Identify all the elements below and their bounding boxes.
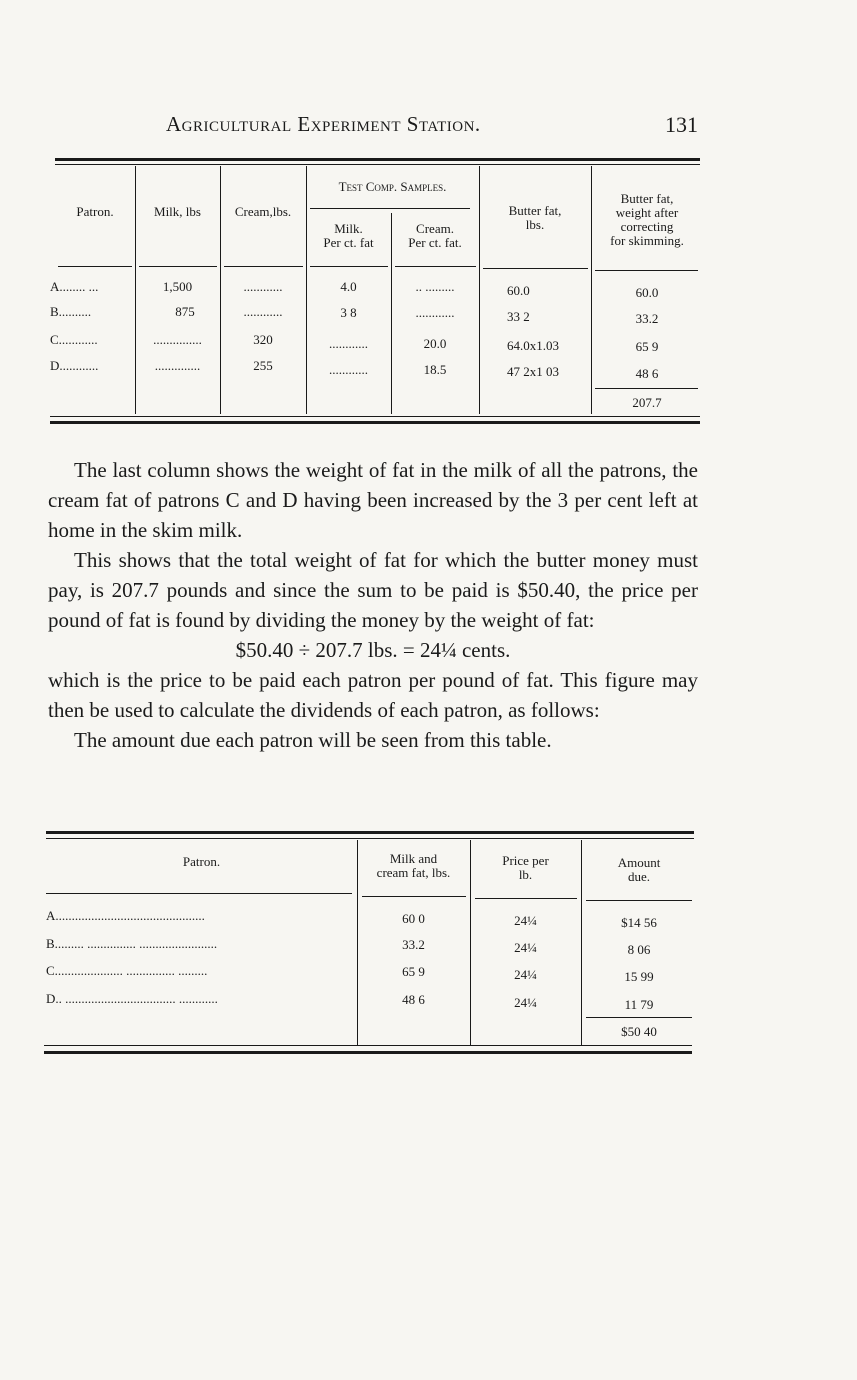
row-price: 24¼ bbox=[514, 940, 537, 955]
row-patron: A........ ... bbox=[50, 279, 99, 294]
table1-total: 207.7 bbox=[632, 395, 662, 410]
row-test-milk: 4.0 bbox=[340, 279, 357, 294]
row-test-cream: .. ......... bbox=[415, 279, 455, 294]
body-text bbox=[48, 455, 698, 755]
header-butter-fat bbox=[479, 204, 591, 232]
row-price: 24¼ bbox=[514, 913, 537, 928]
table1-header-rule bbox=[310, 266, 388, 267]
row-price: 24¼ bbox=[514, 967, 537, 982]
header-test-cream bbox=[391, 222, 479, 250]
row-milk: .............. bbox=[154, 358, 201, 373]
table2-header-rule bbox=[46, 893, 352, 894]
row-patron: C..................... ............... ......... bbox=[46, 964, 208, 978]
row-milk: ............... bbox=[153, 332, 202, 347]
row-patron: A.............................................. bbox=[46, 909, 205, 923]
row-cream: 320 bbox=[253, 332, 273, 347]
row-milk: 1,500 bbox=[162, 279, 193, 294]
table1-group-rule bbox=[310, 208, 470, 209]
table1-top-rule bbox=[55, 158, 700, 161]
header-corrected-line4: for skimming. bbox=[610, 233, 684, 248]
table2-total-rule bbox=[586, 1017, 692, 1018]
table2-bottom-rule-inner bbox=[44, 1045, 692, 1046]
table1-header-rule bbox=[139, 266, 217, 267]
header-butter-fat-corrected bbox=[591, 192, 703, 248]
header-patron: Patron. bbox=[76, 204, 114, 219]
row-butter-fat: 60.0 bbox=[507, 283, 530, 298]
table2-top-rule bbox=[46, 831, 694, 834]
row-corrected: 60.0 bbox=[635, 285, 659, 300]
row-fat: 33.2 bbox=[402, 937, 425, 952]
row-test-cream: 18.5 bbox=[423, 362, 447, 377]
row-amount: 11 79 bbox=[624, 997, 654, 1012]
row-amount: 8 06 bbox=[627, 942, 651, 957]
header-price-line1: Price per bbox=[502, 853, 549, 868]
row-amount: $14 56 bbox=[621, 915, 657, 930]
page-number: 131 bbox=[665, 112, 698, 137]
header-amount-due bbox=[581, 856, 697, 884]
header-patron: Patron. bbox=[182, 854, 221, 869]
paragraph: This shows that the total weight of fat for which the butter money must pay, is 207.7 pounds and since the sum to be paid is $50.40, the price per pound of fat is found by dividing the money by the weight of fat: bbox=[48, 548, 698, 632]
header-cream-lbs: Cream,lbs. bbox=[234, 204, 292, 219]
running-head-title: Agricultural Experiment Station. bbox=[166, 112, 481, 136]
row-patron: B.......... bbox=[50, 304, 92, 319]
header-corrected-line3: correcting bbox=[620, 219, 674, 234]
table2-header-rule bbox=[586, 900, 692, 901]
row-cream: ............ bbox=[243, 279, 283, 294]
table1-header-rule bbox=[595, 270, 698, 271]
row-test-cream: 20.0 bbox=[423, 336, 447, 351]
paragraph: The amount due each patron will be seen from this table. bbox=[74, 728, 552, 752]
header-price-per-lb bbox=[470, 854, 581, 882]
paragraph: The last column shows the weight of fat in the milk of all the patrons, the cream fat of patrons C and D having been increased by the 3 per cent left at home in the skim milk. bbox=[48, 458, 698, 542]
header-price-line2: lb. bbox=[518, 867, 533, 882]
header-amount-line2: due. bbox=[627, 869, 651, 884]
header-butter-fat-line1: Butter fat, bbox=[508, 203, 562, 218]
row-corrected: 65 9 bbox=[635, 339, 659, 354]
paragraph: which is the price to be paid each patron per pound of fat. This figure may then be used to calculate the dividends of each patron, as follows: bbox=[48, 668, 698, 722]
header-milk-cream-line1: Milk and bbox=[389, 851, 438, 866]
row-milk: 875 bbox=[175, 304, 195, 319]
row-cream: ............ bbox=[243, 304, 283, 319]
header-test-milk-line1: Milk. bbox=[334, 221, 363, 236]
row-corrected: 33.2 bbox=[635, 311, 659, 326]
table1-bottom-rule bbox=[50, 421, 700, 424]
row-patron: C............ bbox=[50, 332, 98, 347]
header-test-milk-line2: Per ct. fat bbox=[323, 235, 374, 250]
table2-total: $50 40 bbox=[621, 1024, 657, 1039]
table1-total-rule bbox=[595, 388, 698, 389]
row-test-cream: ............ bbox=[415, 305, 455, 320]
row-butter-fat: 47 2x1 03 bbox=[507, 364, 559, 379]
table2-header-rule bbox=[362, 896, 466, 897]
header-milk-cream-fat bbox=[357, 852, 470, 880]
table2-top-rule-inner bbox=[46, 838, 694, 839]
row-patron: B......... ............... ........................ bbox=[46, 937, 218, 951]
row-test-milk: 3 8 bbox=[340, 305, 357, 320]
header-corrected-line2: weight after bbox=[615, 205, 679, 220]
header-milk-lbs: Milk, lbs bbox=[154, 204, 201, 219]
price-formula: $50.40 ÷ 207.7 lbs. = 24¼ cents. bbox=[235, 638, 511, 662]
table1-header-rule bbox=[395, 266, 476, 267]
row-patron: D.. .................................. ............ bbox=[46, 992, 218, 1006]
table1-header-rule bbox=[224, 266, 303, 267]
row-fat: 48 6 bbox=[402, 992, 425, 1007]
row-fat: 65 9 bbox=[402, 964, 425, 979]
header-milk-cream-line2: cream fat, lbs. bbox=[376, 865, 451, 880]
table1-header-rule bbox=[483, 268, 588, 269]
table1-bottom-rule-inner bbox=[50, 416, 700, 417]
table1-header-rule bbox=[58, 266, 132, 267]
row-test-milk: ............ bbox=[329, 362, 368, 377]
header-test-cream-line1: Cream. bbox=[416, 221, 454, 236]
row-test-milk: ............ bbox=[329, 336, 368, 351]
row-price: 24¼ bbox=[514, 995, 537, 1010]
row-corrected: 48 6 bbox=[635, 366, 659, 381]
header-butter-fat-line2: lbs. bbox=[525, 217, 545, 232]
row-fat: 60 0 bbox=[402, 911, 425, 926]
header-corrected-line1: Butter fat, bbox=[620, 191, 674, 206]
header-test-cream-line2: Per ct. fat. bbox=[408, 235, 462, 250]
row-amount: 15 99 bbox=[624, 969, 654, 984]
row-butter-fat: 64.0x1.03 bbox=[507, 338, 559, 353]
table2-header-rule bbox=[475, 898, 577, 899]
row-butter-fat: 33 2 bbox=[507, 309, 530, 324]
table1-top-rule-inner bbox=[55, 164, 700, 165]
header-test-milk bbox=[306, 222, 391, 250]
running-head bbox=[48, 112, 698, 142]
header-test-comp-samples: Test Comp. Samples. bbox=[338, 179, 447, 194]
row-cream: 255 bbox=[253, 358, 273, 373]
row-patron: D............ bbox=[50, 358, 99, 373]
table2-bottom-rule bbox=[44, 1051, 692, 1054]
header-amount-line1: Amount bbox=[617, 855, 661, 870]
